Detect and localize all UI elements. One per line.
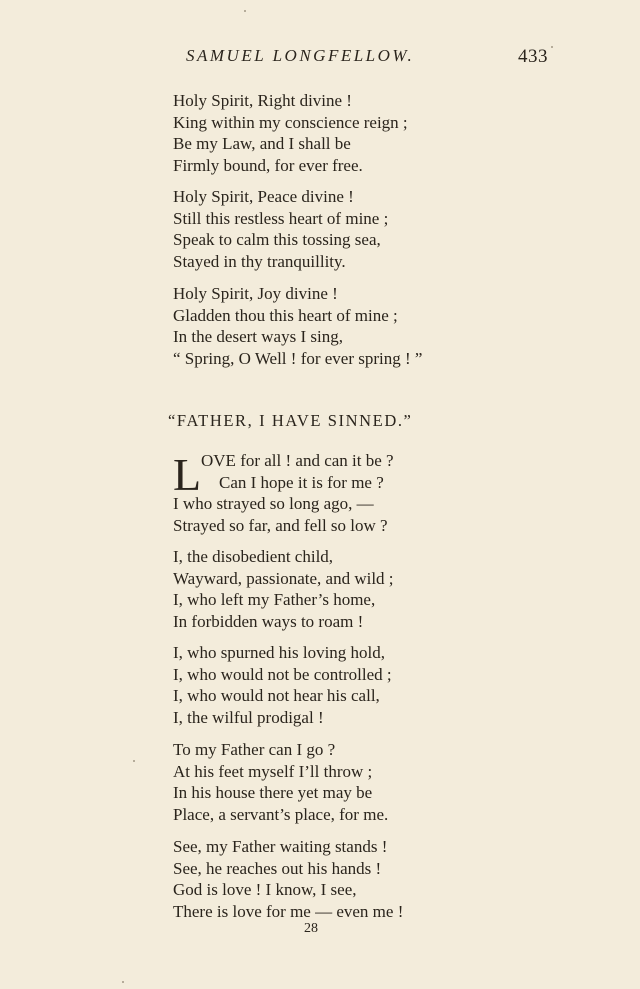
poem-title: “FATHER, I HAVE SINNED.”: [168, 411, 413, 430]
poem-line: I who strayed so long ago, —: [173, 494, 374, 513]
poem-line: Can I hope it is for me ?: [219, 472, 384, 492]
poem-line: In his house there yet may be: [173, 783, 373, 802]
poem-line: Gladden thou this heart of mine ;: [173, 305, 398, 325]
poem-line: OVE for all ! and can it be ?: [201, 451, 394, 470]
poem2-stanza-1-cont: [173, 493, 388, 536]
poem-line: King within my conscience reign ;: [173, 112, 408, 132]
poem2-stanza-5: [173, 836, 403, 922]
signature-mark: 28: [304, 921, 318, 936]
poem-line: I, who would not be controlled ;: [173, 664, 392, 684]
poem2-stanza-4: [173, 739, 388, 825]
page-number: 433: [518, 46, 548, 67]
poem1-stanza-3: [173, 283, 422, 369]
poem-line: I, who left my Father’s home,: [173, 590, 376, 609]
poem2-stanza-2: [173, 546, 394, 632]
poem1-stanza-2: [173, 186, 388, 272]
running-head: SAMUEL LONGFELLOW.: [186, 46, 415, 65]
poem-line: To my Father can I go ?: [173, 740, 336, 759]
poem-line: Still this restless heart of mine ;: [173, 208, 389, 228]
paper-speck: [133, 760, 135, 762]
poem-line: Firmly bound, for ever free.: [173, 155, 363, 175]
poem-line: “ Spring, O Well ! for ever spring ! ”: [173, 348, 423, 368]
poem-line: In forbidden ways to roam !: [173, 611, 364, 631]
poem1-stanza-1: [173, 90, 408, 176]
poem-line: I, who spurned his loving hold,: [173, 643, 386, 662]
poem2-stanza-3: [173, 642, 392, 728]
poem-line: Stayed in thy tranquillity.: [173, 251, 346, 271]
poem-line: Wayward, passionate, and wild ;: [173, 568, 394, 588]
poem-line: At his feet myself I’ll throw ;: [173, 761, 373, 781]
poem-line: Holy Spirit, Joy divine !: [173, 284, 338, 303]
paper-speck: [244, 10, 246, 12]
poem-line: Speak to calm this tossing sea,: [173, 230, 381, 249]
poem-line: I, the wilful prodigal !: [173, 707, 324, 727]
paper-speck: [551, 46, 553, 48]
poem-line: In the desert ways I sing,: [173, 327, 343, 346]
poem-line: There is love for me — even me !: [173, 901, 404, 921]
poem-line: I, who would not hear his call,: [173, 686, 380, 705]
poem-line: Holy Spirit, Peace divine !: [173, 187, 354, 206]
poem-line: I, the disobedient child,: [173, 547, 334, 566]
drop-cap: L: [173, 449, 202, 500]
poem-line: Place, a servant’s place, for me.: [173, 804, 389, 824]
poem2-stanza-1: [201, 450, 394, 493]
poem-line: Be my Law, and I shall be: [173, 134, 351, 153]
poem-line: See, my Father waiting stands !: [173, 837, 388, 856]
poem-line: See, he reaches out his hands !: [173, 858, 382, 878]
poem-line: Strayed so far, and fell so low ?: [173, 515, 388, 535]
paper-speck: [122, 981, 124, 983]
poem-line: Holy Spirit, Right divine !: [173, 91, 352, 110]
poem-line: God is love ! I know, I see,: [173, 880, 357, 899]
